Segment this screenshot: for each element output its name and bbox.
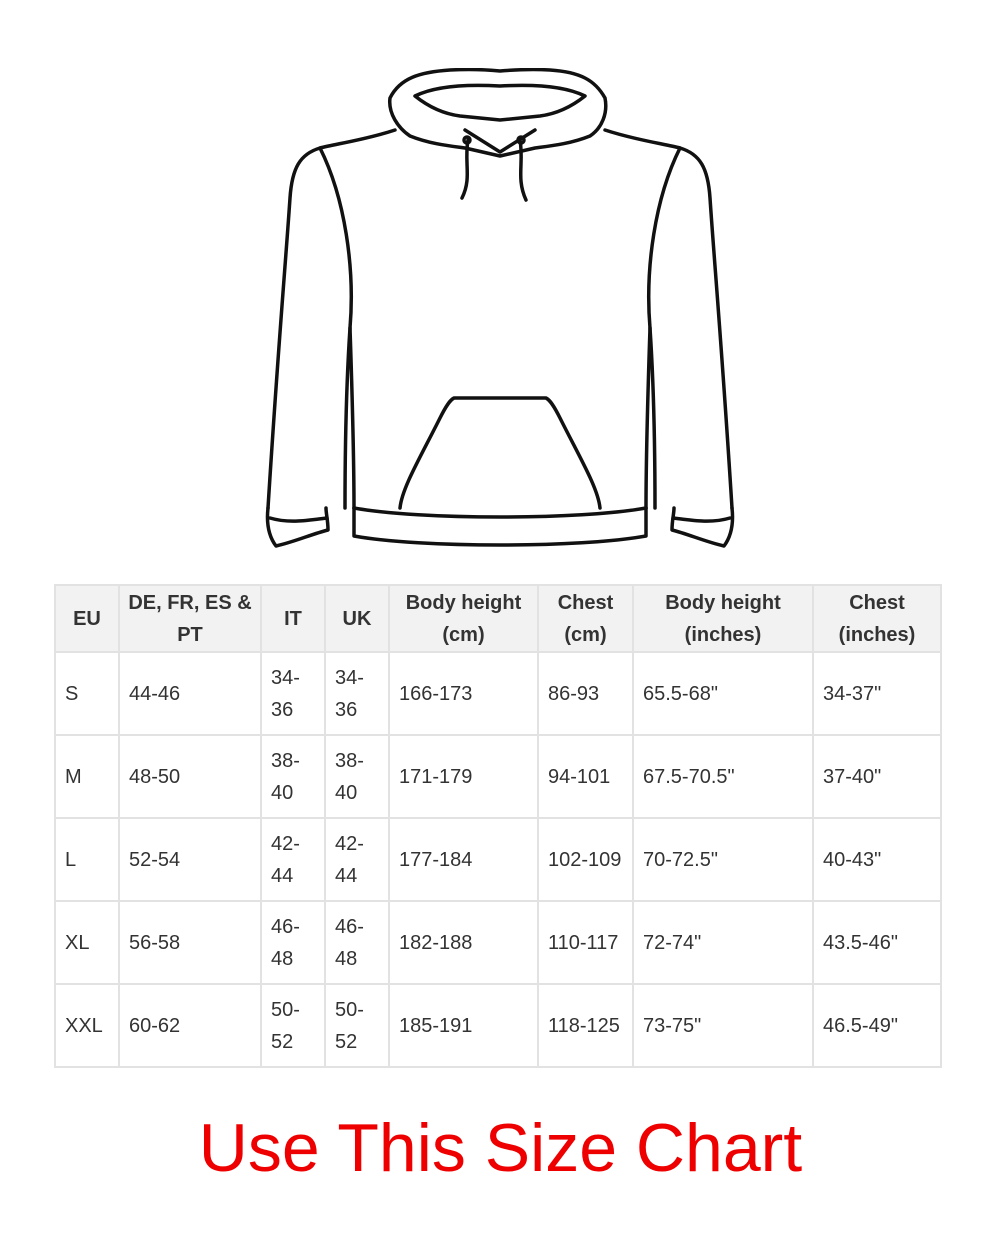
cell-it: 50-52: [261, 984, 325, 1067]
cell-uk: 34-36: [325, 652, 389, 735]
cell-chest-inches: 40-43": [813, 818, 941, 901]
cell-de-fr-es-pt: 56-58: [119, 901, 261, 984]
table-row: [55, 901, 941, 984]
cell-chest-cm: 110-117: [538, 901, 633, 984]
header-de-fr-es-pt: DE, FR, ES & PT: [119, 585, 261, 652]
cell-eu: XL: [55, 901, 119, 984]
cell-eu: L: [55, 818, 119, 901]
cell-body-height-cm: 166-173: [389, 652, 538, 735]
header-eu: EU: [55, 585, 119, 652]
cell-de-fr-es-pt: 48-50: [119, 735, 261, 818]
cell-chest-inches: 46.5-49": [813, 984, 941, 1067]
table-row: [55, 735, 941, 818]
cell-eu: M: [55, 735, 119, 818]
cell-uk: 42-44: [325, 818, 389, 901]
cell-uk: 46-48: [325, 901, 389, 984]
cell-de-fr-es-pt: 52-54: [119, 818, 261, 901]
cell-uk: 38-40: [325, 735, 389, 818]
cell-body-height-inches: 72-74": [633, 901, 813, 984]
cell-body-height-cm: 171-179: [389, 735, 538, 818]
cell-chest-inches: 34-37": [813, 652, 941, 735]
cell-de-fr-es-pt: 60-62: [119, 984, 261, 1067]
cell-it: 34-36: [261, 652, 325, 735]
header-body-height-inches: Body height (inches): [633, 585, 813, 652]
cell-eu: XXL: [55, 984, 119, 1067]
cell-chest-cm: 94-101: [538, 735, 633, 818]
cell-body-height-cm: 182-188: [389, 901, 538, 984]
size-chart-table: [54, 584, 942, 1068]
header-body-height-cm: Body height (cm): [389, 585, 538, 652]
cell-de-fr-es-pt: 44-46: [119, 652, 261, 735]
cell-it: 46-48: [261, 901, 325, 984]
cell-body-height-inches: 73-75": [633, 984, 813, 1067]
cell-it: 38-40: [261, 735, 325, 818]
header-chest-cm: Chest (cm): [538, 585, 633, 652]
table-row: [55, 818, 941, 901]
table-header-row: [55, 585, 941, 652]
cell-uk: 50-52: [325, 984, 389, 1067]
cell-chest-cm: 118-125: [538, 984, 633, 1067]
table-row: [55, 984, 941, 1067]
cell-chest-cm: 86-93: [538, 652, 633, 735]
cell-it: 42-44: [261, 818, 325, 901]
cell-body-height-cm: 185-191: [389, 984, 538, 1067]
cell-chest-inches: 37-40": [813, 735, 941, 818]
cell-eu: S: [55, 652, 119, 735]
hoodie-icon: [250, 68, 750, 553]
cell-body-height-cm: 177-184: [389, 818, 538, 901]
cell-chest-inches: 43.5-46": [813, 901, 941, 984]
table-row: [55, 652, 941, 735]
cell-body-height-inches: 70-72.5": [633, 818, 813, 901]
header-chest-inches: Chest (inches): [813, 585, 941, 652]
header-it: IT: [261, 585, 325, 652]
cell-chest-cm: 102-109: [538, 818, 633, 901]
cell-body-height-inches: 65.5-68": [633, 652, 813, 735]
header-uk: UK: [325, 585, 389, 652]
cell-body-height-inches: 67.5-70.5": [633, 735, 813, 818]
size-chart-caption: Use This Size Chart: [198, 1110, 803, 1186]
